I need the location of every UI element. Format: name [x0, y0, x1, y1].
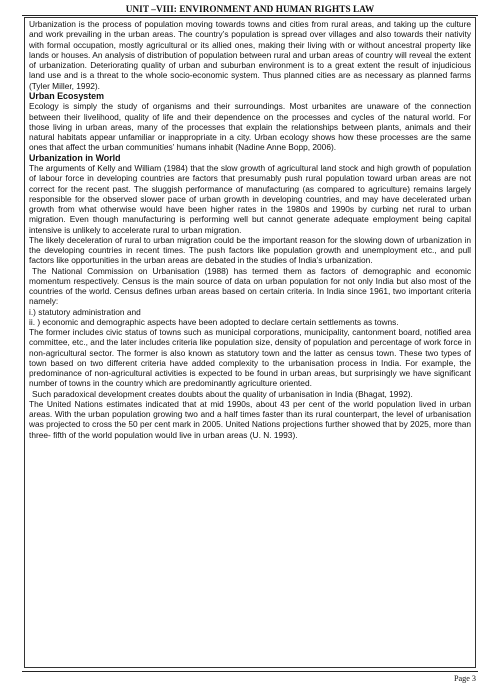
paragraph-urban-ecosystem: Ecology is simply the study of organisms and their surroundings. Most urbanites are unaware of the connection between their livelihood, quality of life and their dependence on the processes and cycles of the natural world. For those living in urban areas, many of the processes that explain the relationships between plants, animals and their natural habitats appear unfamiliar or inappropriate in a city. Urban ecology shows how these processes are the same ones that affect the urban communities’ humans inhabit (Nadine Anne Bopp, 2006). — [29, 101, 471, 153]
paragraph-deceleration: The likely deceleration of rural to urban migration could be the important reason for the slowing down of urbanization in the developing countries in recent times. The push factors like population growth and unemployment etc., and pull factors like opportunities in the urban areas are debated in the studies of India’s urbanization. — [29, 234, 471, 266]
heading-urban-ecosystem: Urban Ecosystem — [29, 90, 104, 101]
paragraph-united-nations: The United Nations estimates indicated that at mid 1990s, about 43 per cent of the world population lived in urban areas. With the urban population growing two and a half times faster than its rural counterpart, the level of urbanisation was projected to cross the 50 per cent mark in 2005. United Nations projections further showed that by 2025, more than three- fifth of the world population would live in urban areas (U. N. 1993). — [29, 398, 471, 440]
page-header: UNIT –VIII: ENVIRONMENT AND HUMAN RIGHTS LAW — [125, 4, 375, 14]
document-page — [22, 4, 478, 684]
header-rule — [22, 15, 478, 16]
list-item-statutory: i.) statutory administration and — [29, 306, 141, 317]
list-item-economic: ii. ) economic and demographic aspects have been adopted to declare certain settlements as towns. — [29, 316, 399, 327]
paragraph-national-commission: The National Commission on Urbanisation (1988) has termed them as factors of demographic and economic momentum respectively. Census is the main source of data on urban population for not only India but also most of the countries of the world. Census defines urban areas based on certain criteria. In India since 1961, two important criteria namely: — [29, 265, 471, 307]
footer-rule — [22, 671, 478, 672]
page-number: Page 3 — [453, 674, 476, 683]
paragraph-paradoxical: Such paradoxical development creates doubts about the quality of urbanisation in India (Bhagat, 1992). — [32, 388, 413, 399]
content-frame — [24, 17, 476, 668]
paragraph-kelly-william: The arguments of Kelly and William (1984) that the slow growth of agricultural land stock and high growth of population of labour force in developing countries are factors that presumably push rural population toward urban areas are not correct for the recent past. The sluggish performance of manufacturing (as compared to agriculture) remains largely responsible for the observed slower pace of urban growth in developing countries, and may have decelerated urban growth from what otherwise would have been higher rates in the 1980s and 1990s by curbing net rural to urban migration. Even though manufacturing is performing well but cannot generate adequate employment being capital intensive is unlikely to accelerate rural to urban migration. — [29, 163, 471, 235]
paragraph-former-includes: The former includes civic status of towns such as municipal corporations, municipality, cantonment board, notified area committee, etc., and the later includes criteria like population size, density of population and percentage of work force in non-agricultural sector. The former is also known as statutory town and the latter as census town. These two types of town based on two different criteria have added complexity to the urbanisation process in India. For example, the predominance of non-agricultural activities is expected to be found in urban areas, but surprisingly we have significant number of towns in the country which are predominantly agriculture oriented. — [29, 327, 471, 389]
heading-urbanization-in-world: Urbanization in World — [29, 152, 121, 163]
paragraph-urbanization-intro: Urbanization is the process of population moving towards towns and cities from rural areas, and taking up the culture and work prevailing in the urban areas. The country’s population is spread over villages and also towards their nativity with formal occupation, mostly agricultural or its allied ones, making their living with or without ancestral property like lands or houses. An analysis of distribution of population between rural and urban areas of country will reveal the extent of urbanization. Deteriorating quality of urban and suburban environment is to a great extent the result of injudicious land use and is a threat to the whole socio-economic system. Thus planned cities are as necessary as planned farms (Tyler Miller, 1992). — [29, 19, 471, 91]
